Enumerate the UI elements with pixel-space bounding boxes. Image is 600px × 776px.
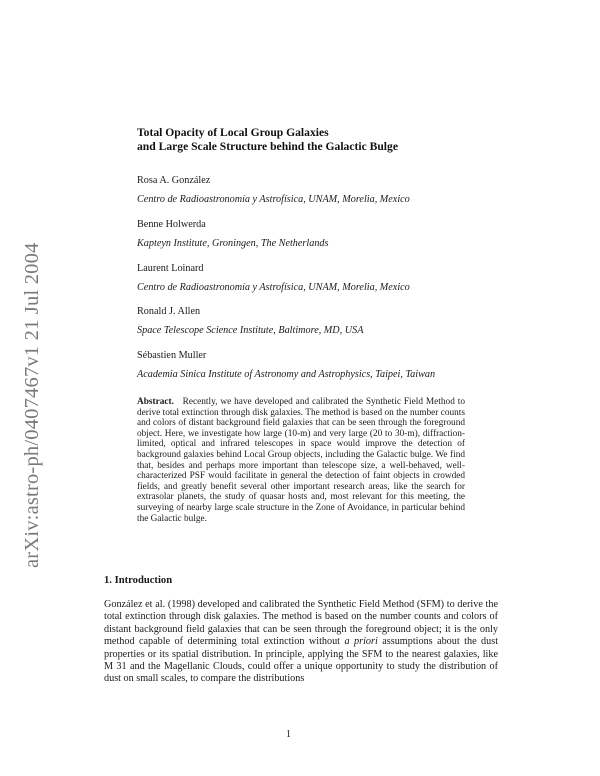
author-affiliation: Centro de Radioastronomía y Astrofísica, UNAM, Morelia, Mexico [137,282,410,293]
title-line-2: and Large Scale Structure behind the Galactic Bulge [137,140,398,153]
author-affiliation: Space Telescope Science Institute, Baltimore, MD, USA [137,325,364,336]
author-block [137,305,477,337]
title-line-1: Total Opacity of Local Group Galaxies [137,126,329,139]
author-name: Sébastien Muller [137,350,207,361]
author-affiliation: Academia Sinica Institute of Astronomy and Astrophysics, Taipei, Taiwan [137,369,436,380]
author-name: Rosa A. González [137,175,211,186]
author-affiliation: Centro de Radioastronomía y Astrofísica, UNAM, Morelia, Mexico [137,194,410,205]
author-name: Laurent Loinard [137,263,204,274]
abstract-label: Abstract. [137,397,174,407]
abstract [137,397,465,524]
arxiv-identifier-stamp: arXiv:astro-ph/0407467v1 21 Jul 2004 [21,242,43,568]
page-number: 1 [286,729,291,740]
intro-emphasis: a priori [344,636,378,648]
author-name: Benne Holwerda [137,219,206,230]
author-name: Ronald J. Allen [137,306,201,317]
author-block [137,218,477,250]
author-block [137,349,462,381]
section-heading: 1. Introduction [104,575,173,586]
author-affiliation: Kapteyn Institute, Groningen, The Netherlands [137,238,329,249]
author-block [137,262,477,294]
introduction-paragraph [104,599,498,686]
author-block [137,174,477,206]
paper-title [137,126,398,154]
abstract-text: Recently, we have developed and calibrated the Synthetic Field Method to derive total extinction through disk galaxies. The method is based on the number counts and colors of distant background field galaxies that can be seen through the foreground object. Here, we investigate how large (10-m) and very large (20 to 30-m), diffraction-limited, optical and infrared telescopes in space would improve the detection of background galaxies behind Local Group objects, including the Galactic bulge. We find that, besides and perhaps more important than telescope size, a well-behaved, well-characterized PSF would facilitate in general the detection of faint objects in crowded fields, and greatly benefit several other important research areas, like the search for extrasolar planets, the study of quasar hosts and, most relevant for this meeting, the surveying of nearby large scale structure in the Zone of Avoidance, in particular behind the Galactic bulge. [137,397,465,524]
intro-text-start: González et al. (1998) developed and calibrated the Synthetic Field Method (SFM) to derive the total extinction through disk galaxies. The method is based on the number counts and colors of distant background field galaxies that can be seen through the foreground object; it is the only method capable of determining total extinction without [104,599,498,648]
intro-text-end: assumptions about the dust properties or its spatial distribution. In principle, applying the SFM to the nearest galaxies, like M 31 and the Magellanic Clouds, could offer a unique opportunity to study the distribution of dust on small scales, to compare the distributions [104,636,499,685]
